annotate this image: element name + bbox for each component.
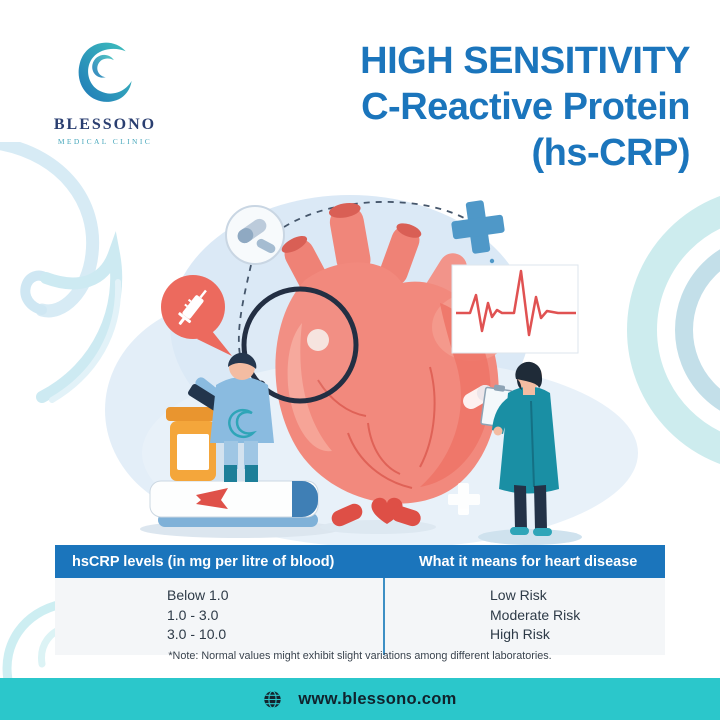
title-line-2: C-Reactive Protein xyxy=(361,86,690,128)
ekg-trace-strip xyxy=(452,265,578,353)
brand-logo xyxy=(40,32,170,146)
level-cell: Below 1.0 xyxy=(167,587,229,603)
level-cell: 1.0 - 3.0 xyxy=(167,606,219,623)
table-row xyxy=(55,625,665,645)
globe-icon xyxy=(263,690,282,709)
level-cell: 3.0 - 10.0 xyxy=(167,626,227,642)
table-body xyxy=(55,578,665,655)
table-row xyxy=(55,586,665,606)
table-row xyxy=(55,606,665,626)
website-link[interactable]: www.blessono.com xyxy=(298,689,457,708)
footer-bar xyxy=(0,678,720,720)
hscrp-risk-table xyxy=(55,545,665,655)
title-line-1: HIGH SENSITIVITY xyxy=(360,40,690,82)
table-header-levels: hsCRP levels (in mg per litre of blood) xyxy=(72,553,335,570)
pill-bottle-icon xyxy=(166,407,220,481)
brand-logo-mark xyxy=(68,32,142,112)
teal-ring-decoration xyxy=(642,202,720,458)
cross-dot xyxy=(490,259,494,263)
page-title xyxy=(360,38,690,176)
meaning-cell: Moderate Risk xyxy=(490,606,581,623)
column-divider xyxy=(383,578,385,655)
table-header-row xyxy=(55,545,665,578)
table-header-meaning: What it means for heart disease xyxy=(419,553,638,570)
disclaimer-note: *Note: Normal values might exhibit slight variations among different laboratories. xyxy=(168,650,552,662)
meaning-cell: High Risk xyxy=(490,626,550,642)
pills-badge-circle-icon xyxy=(226,206,284,264)
brand-tagline: MEDICAL CLINIC xyxy=(57,137,153,146)
title-line-3: (hs-CRP) xyxy=(531,132,690,174)
heart-illustration xyxy=(0,185,720,545)
brand-name: BLESSONO xyxy=(53,116,157,133)
meaning-cell: Low Risk xyxy=(490,587,547,603)
book xyxy=(150,481,318,517)
